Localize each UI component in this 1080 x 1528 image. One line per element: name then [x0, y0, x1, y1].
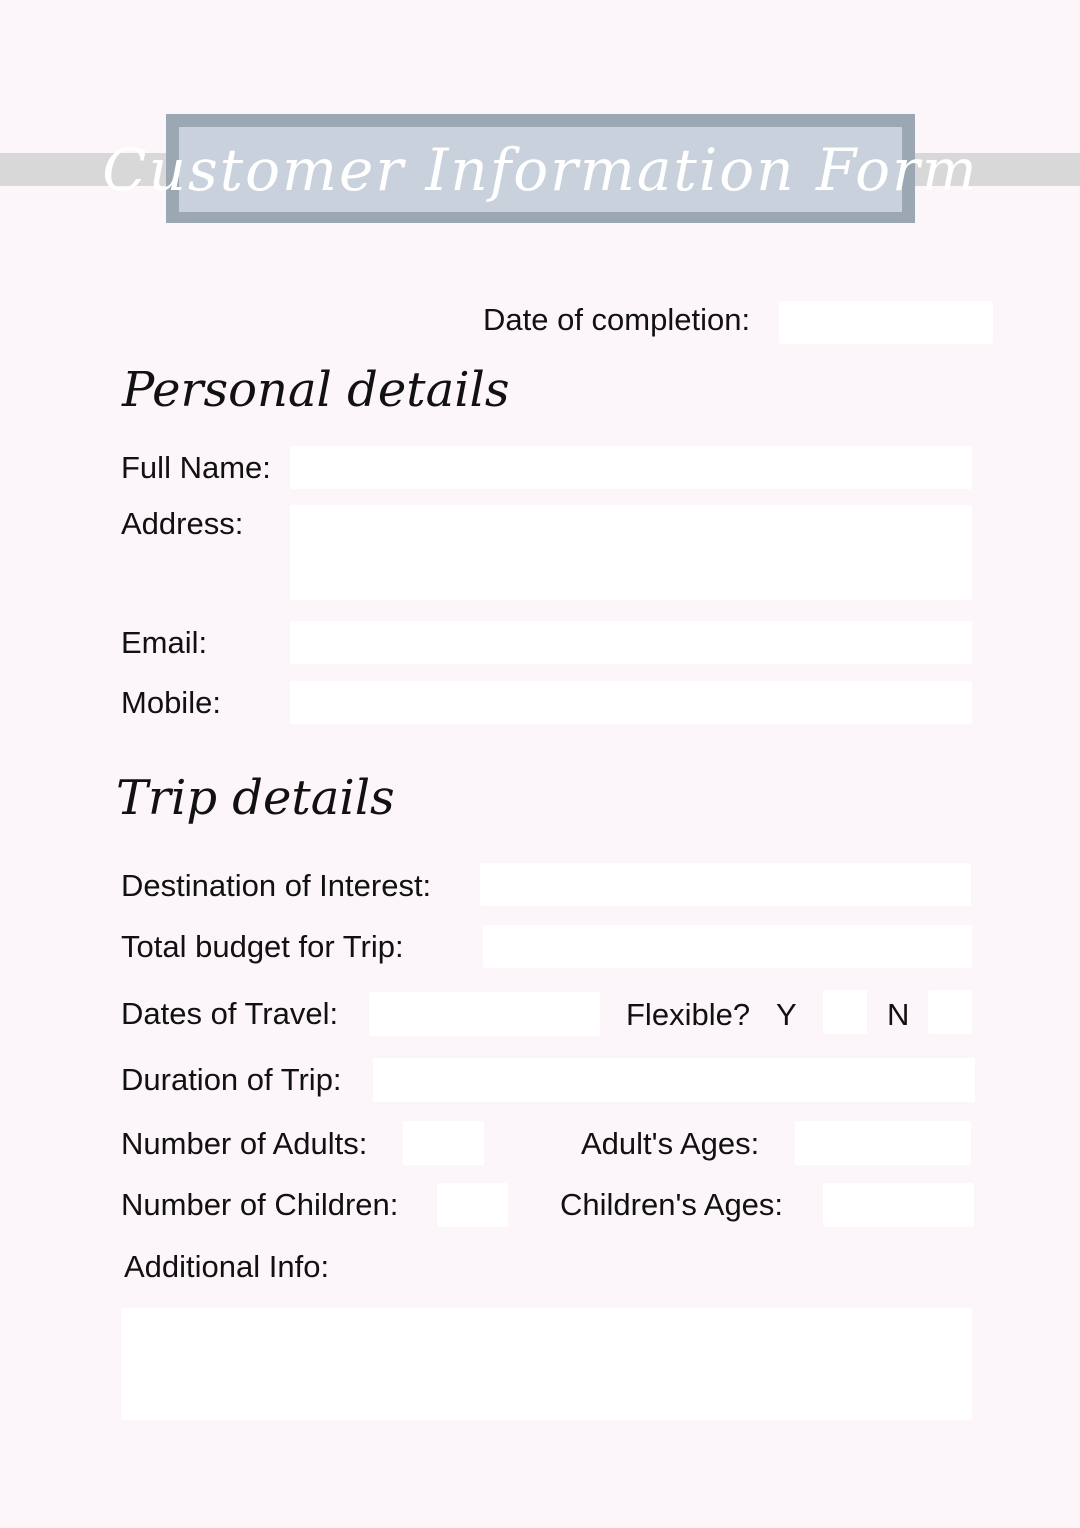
children-ages-label: Children's Ages:: [560, 1187, 784, 1222]
email-label: Email:: [121, 625, 208, 660]
adult-ages-field[interactable]: [795, 1121, 971, 1165]
number-of-children-label: Number of Children:: [121, 1187, 399, 1222]
number-of-adults-label: Number of Adults:: [121, 1126, 368, 1161]
number-of-adults-field[interactable]: [403, 1121, 484, 1165]
budget-field[interactable]: [483, 925, 972, 968]
flexible-yes-box[interactable]: [823, 990, 867, 1034]
trip-details-heading: Trip details: [116, 770, 395, 826]
flexible-yes-label: Y: [776, 997, 797, 1032]
duration-label: Duration of Trip:: [121, 1062, 342, 1097]
additional-info-field[interactable]: [121, 1308, 972, 1420]
additional-info-label: Additional Info:: [124, 1249, 330, 1284]
address-label: Address:: [121, 506, 244, 541]
destination-label: Destination of Interest:: [121, 868, 432, 903]
duration-field[interactable]: [373, 1058, 975, 1102]
flexible-label: Flexible?: [626, 997, 751, 1032]
title-banner: [102, 127, 979, 212]
number-of-children-field[interactable]: [437, 1183, 508, 1227]
mobile-field[interactable]: [290, 681, 972, 724]
flexible-no-box[interactable]: [928, 990, 972, 1034]
date-of-completion-field[interactable]: [779, 301, 993, 344]
destination-field[interactable]: [480, 863, 971, 906]
address-field[interactable]: [290, 505, 972, 600]
personal-details-heading: Personal details: [122, 362, 510, 418]
flexible-no-label: N: [887, 997, 910, 1032]
children-ages-field[interactable]: [823, 1183, 974, 1227]
mobile-label: Mobile:: [121, 685, 221, 720]
full-name-field[interactable]: [290, 446, 972, 489]
budget-label: Total budget for Trip:: [121, 929, 404, 964]
form-title: Customer Information Form: [102, 135, 979, 204]
full-name-label: Full Name:: [121, 450, 271, 485]
dates-of-travel-label: Dates of Travel:: [121, 996, 339, 1031]
dates-of-travel-field[interactable]: [369, 992, 600, 1036]
adult-ages-label: Adult's Ages:: [581, 1126, 760, 1161]
date-of-completion-label: Date of completion:: [483, 302, 751, 337]
email-field[interactable]: [290, 621, 972, 664]
